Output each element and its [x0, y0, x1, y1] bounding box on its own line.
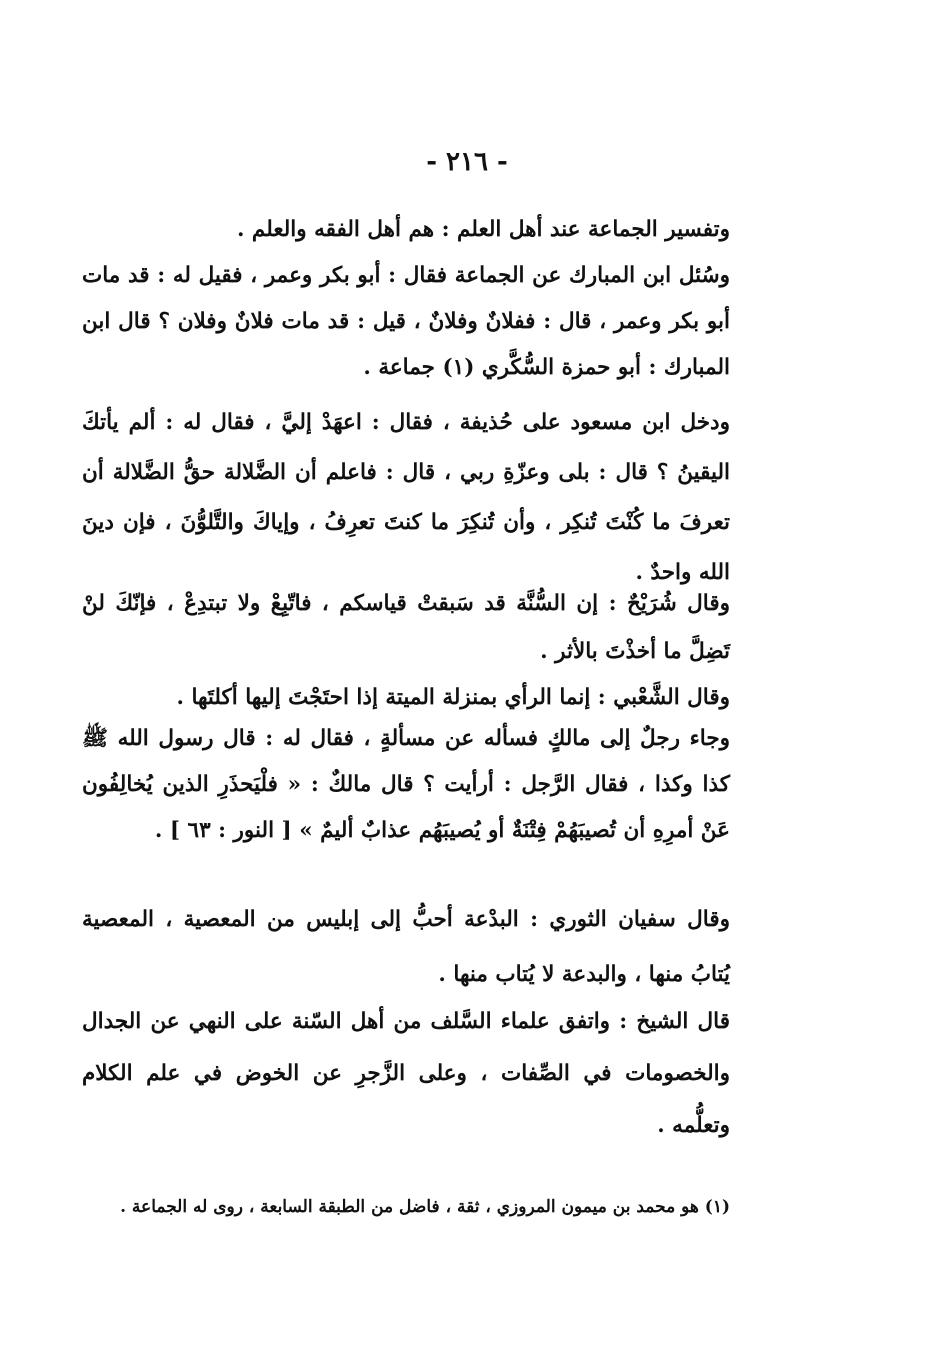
- paragraph-text: قال الشيخ : واتفق علماء السَّلف من أهل السّنة على النهي عن الجدال والخصومات في الصِّفات ، وعلى الزَّجرِ عن الخوض في علم الكلام وتعلُّمه .: [82, 1009, 730, 1138]
- paragraph-ibn-masud-hudhayfa: [82, 398, 730, 598]
- paragraph-shurayh: [82, 580, 730, 676]
- footnote: [82, 1185, 730, 1229]
- paragraph-text: وقال شُرَيْحٌ : إن السُّنَّة قد سَبقتْ قياسكم ، فاتّبِعْ ولا تبتدِعْ ، فإنّكَ لنْ تَضِلَّ ما أخذْتَ بالأثر .: [82, 591, 730, 664]
- page-number: - ٢١٦ -: [426, 147, 508, 177]
- paragraph-text: ودخل ابن مسعود على حُذيفة ، فقال : اعهَدْ إليَّ ، فقال له : ألم يأتكَ اليقينُ ؟ قال : بلى وعزّةِ ربي ، قال : فاعلم أن الضَّلالة حقُّ الضَّلالة أن تعرفَ ما كُنْتَ تُنكِر ، وأن تُنكِرَ ما كنتَ تعرِفُ ، وإياكَ والتَّلوُّنَ ، فإن دينَ الله واحدٌ .: [82, 410, 730, 585]
- paragraph-text: وتفسير الجماعة عند أهل العلم : هم أهل الفقه والعلم .: [236, 217, 730, 242]
- paragraph-definition-of-jamaa: [82, 206, 730, 254]
- paragraph-ibn-al-mubarak: [82, 253, 730, 391]
- paragraph-text: وقال الشَّعْبي : إنما الرأي بمنزلة الميتة إذا احتَجْتَ إليها أكلتَها .: [176, 685, 730, 710]
- paragraph-malik: [82, 716, 730, 854]
- paragraph-text: وسُئل ابن المبارك عن الجماعة فقال : أبو بكر وعمر ، فقيل له : قد مات أبو بكر وعمر ، قال : ففلانٌ وفلانٌ ، قيل : قد مات فلانٌ وفلان ؟ قال ابن المبارك : أبو حمزة السُّكَّري (١) جماعة .: [82, 263, 730, 380]
- paragraph-sufyan-thawri: [82, 892, 730, 1002]
- paragraph-shabi: [82, 674, 730, 722]
- paragraph-shaykh-statement: [82, 996, 730, 1152]
- paragraph-text: وجاء رجلٌ إلى مالكٍ فسأله عن مسألةٍ ، فقال له : قال رسول الله ﷺ كذا وكذا ، فقال الرَّجل : أرأيت ؟ قال مالكٌ : « فلْيَحذَرِ الذين يُخالِفُون عَنْ أمرِهِ أن تُصيبَهُمْ فِتْنَةٌ أو يُصيبَهُم عذابٌ أليمٌ » [ النور : ٦٣ ] .: [82, 726, 730, 843]
- footnote-text: (١) هو محمد بن ميمون المروزي ، ثقة ، فاضل من الطبقة السابعة ، روى له الجماعة .: [120, 1197, 730, 1217]
- paragraph-text: وقال سفيان الثوري : البدْعة أحبُّ إلى إبليس من المعصية ، المعصية يُتابُ منها ، والبدعة لا يُتاب منها .: [82, 907, 730, 987]
